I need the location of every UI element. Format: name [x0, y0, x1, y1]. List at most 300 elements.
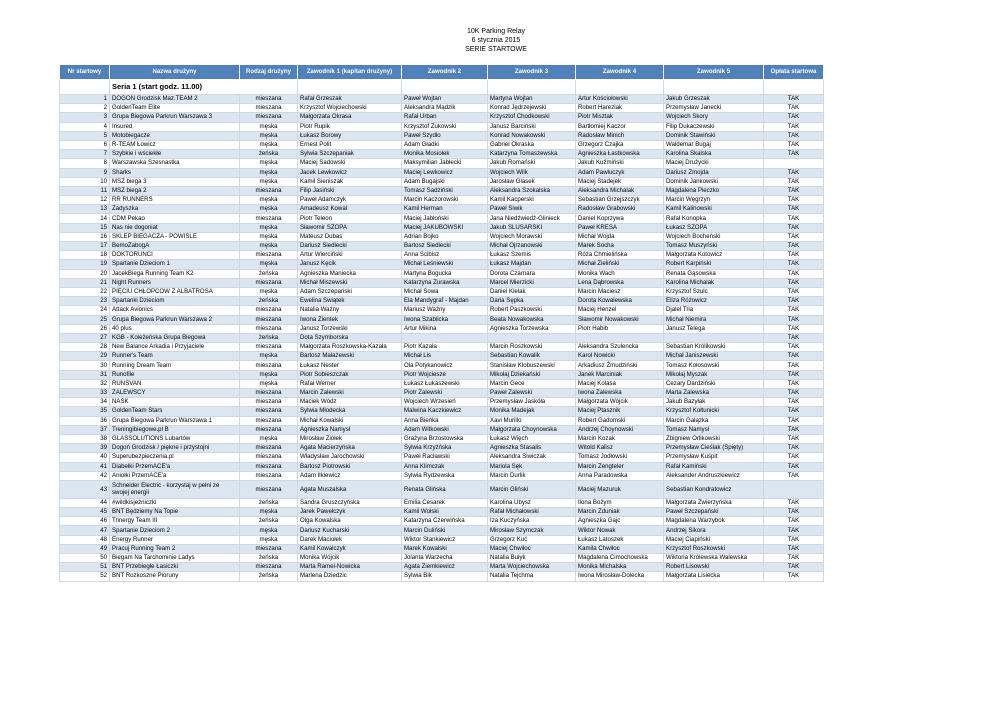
- team-name-cell: Pracuj Running Team 2: [110, 544, 240, 553]
- runner-1-cell: Michał Kowalski: [298, 416, 402, 425]
- team-number-cell: 15: [60, 223, 110, 232]
- fee-paid-cell: TAK: [764, 315, 824, 324]
- fee-paid-cell: TAK: [764, 168, 824, 177]
- runner-5-cell: Andrzej Sikora: [664, 526, 764, 535]
- runner-4-cell: Arkadiusz Żmudziński: [576, 361, 664, 370]
- runner-2-cell: Anna Bieńka: [402, 416, 488, 425]
- runner-4-cell: Karol Nowicki: [576, 352, 664, 361]
- runner-5-cell: Jakub Bazyłak: [664, 398, 764, 407]
- table-row: [60, 425, 824, 434]
- runner-5-cell: Przemysław Kuśpit: [664, 453, 764, 462]
- column-header: Zawodnik 4: [576, 65, 664, 80]
- runner-3-cell: Marta Wojciechowska: [488, 563, 576, 572]
- runner-2-cell: Malwina Kaczkiewicz: [402, 407, 488, 416]
- team-name-cell: GoldenTeam Stars: [110, 407, 240, 416]
- fee-paid-cell: TAK: [764, 95, 824, 104]
- column-header: Zawodnik 3: [488, 65, 576, 80]
- fee-paid-cell: TAK: [764, 343, 824, 352]
- runner-3-cell: Marcin Gliński: [488, 480, 576, 498]
- runner-1-cell: Mirosław Ziółek: [298, 434, 402, 443]
- runner-1-cell: Filip Jasiński: [298, 186, 402, 195]
- team-name-cell: BNT Będziemy Na Topie: [110, 508, 240, 517]
- team-type-cell: mieszana: [240, 186, 298, 195]
- runner-1-cell: Ewelina Świątek: [298, 297, 402, 306]
- runner-5-cell: Dominik Stawiński: [664, 131, 764, 140]
- runner-5-cell: Wojciech Bocheński: [664, 232, 764, 241]
- fee-paid-cell: TAK: [764, 563, 824, 572]
- team-number-cell: 6: [60, 140, 110, 149]
- runner-4-cell: Marek Socha: [576, 242, 664, 251]
- runner-4-cell: Witold Kalisz: [576, 444, 664, 453]
- runner-5-cell: Paweł Szczepański: [664, 508, 764, 517]
- fee-paid-cell: TAK: [764, 104, 824, 113]
- team-number-cell: 44: [60, 498, 110, 507]
- runner-4-cell: Wiktor Nowak: [576, 526, 664, 535]
- fee-paid-cell: TAK: [764, 186, 824, 195]
- team-number-cell: 51: [60, 563, 110, 572]
- table-row: [60, 416, 824, 425]
- team-number-cell: 5: [60, 131, 110, 140]
- team-name-cell: MSZ biega 3: [110, 177, 240, 186]
- runner-4-cell: Marcin Zduniak: [576, 508, 664, 517]
- column-header: Zawodnik 1 (kapitan drużyny): [298, 65, 402, 80]
- runner-4-cell: Radosław Grabowski: [576, 205, 664, 214]
- team-type-cell: mieszana: [240, 407, 298, 416]
- runner-2-cell: Renata Glińska: [402, 480, 488, 498]
- team-number-cell: 36: [60, 416, 110, 425]
- runner-3-cell: Michał Ojrzanowski: [488, 242, 576, 251]
- fee-paid-cell: TAK: [764, 517, 824, 526]
- runner-4-cell: Dorota Kowalewska: [576, 297, 664, 306]
- team-name-cell: RUNSVAN: [110, 379, 240, 388]
- table-row: [60, 434, 824, 443]
- table-row: [60, 471, 824, 480]
- series-title: Seria 1 (start godz. 11.00): [110, 80, 298, 95]
- runner-2-cell: Sylwia Krzyżńska: [402, 444, 488, 453]
- team-name-cell: JacekBiega Running Team K2: [110, 269, 240, 278]
- runner-5-cell: Tomasz Muszyński: [664, 242, 764, 251]
- fee-paid-cell: [764, 480, 824, 498]
- runner-4-cell: Maciej Stadejek: [576, 177, 664, 186]
- runner-4-cell: Maciej Henzel: [576, 306, 664, 315]
- team-number-cell: 34: [60, 398, 110, 407]
- team-number-cell: 28: [60, 343, 110, 352]
- runner-5-cell: Renata Gąsowska: [664, 269, 764, 278]
- runner-4-cell: Maciej Mazuruk: [576, 480, 664, 498]
- runner-1-cell: Amadeusz Kowal: [298, 205, 402, 214]
- table-row: [60, 498, 824, 507]
- fee-paid-cell: TAK: [764, 535, 824, 544]
- team-name-cell: PIĘCIU CHŁOPCÓW Z ALBATROSA: [110, 287, 240, 296]
- team-number-cell: 14: [60, 214, 110, 223]
- fee-paid-cell: TAK: [764, 131, 824, 140]
- runner-4-cell: Łukasz Latoszek: [576, 535, 664, 544]
- team-type-cell: mieszana: [240, 251, 298, 260]
- table-row: [60, 140, 824, 149]
- table-row: [60, 168, 824, 177]
- team-number-cell: 43: [60, 480, 110, 498]
- team-type-cell: mieszana: [240, 563, 298, 572]
- fee-paid-cell: TAK: [764, 278, 824, 287]
- runner-3-cell: Konrad Jędrzejewski: [488, 104, 576, 113]
- table-row: [60, 297, 824, 306]
- team-name-cell: Sharks: [110, 168, 240, 177]
- runner-2-cell: Ela Mandygraf - Majdan: [402, 297, 488, 306]
- runner-3-cell: Martyna Wojtan: [488, 95, 576, 104]
- team-name-cell: Motobiegacze: [110, 131, 240, 140]
- fee-paid-cell: TAK: [764, 554, 824, 563]
- fee-paid-cell: TAK: [764, 196, 824, 205]
- team-name-cell: ZALEWSCY: [110, 389, 240, 398]
- table-row: [60, 398, 824, 407]
- runner-3-cell: Natalia Tejchma: [488, 572, 576, 581]
- runner-2-cell: Ola Potykanowicz: [402, 361, 488, 370]
- runner-4-cell: Artur Kościołowski: [576, 95, 664, 104]
- team-type-cell: męska: [240, 508, 298, 517]
- team-number-cell: 8: [60, 159, 110, 168]
- fee-paid-cell: TAK: [764, 214, 824, 223]
- runner-5-cell: Jakub Grzeszak: [664, 95, 764, 104]
- runner-2-cell: Anna Ścibisz: [402, 251, 488, 260]
- runner-5-cell: Magdalena Warzybok: [664, 517, 764, 526]
- runner-1-cell: Maciek Wódz: [298, 398, 402, 407]
- runner-4-cell: Ilona Bożym: [576, 498, 664, 507]
- table-row: [60, 122, 824, 131]
- team-type-cell: męska: [240, 434, 298, 443]
- runner-1-cell: Dota Szymborska: [298, 333, 402, 342]
- runner-1-cell: Jarek Pawełczyk: [298, 508, 402, 517]
- table-row: [60, 324, 824, 333]
- runner-2-cell: Piotr Zalewski: [402, 389, 488, 398]
- table-row: [60, 113, 824, 122]
- runner-3-cell: Marcin Gece: [488, 379, 576, 388]
- runner-3-cell: Natalia Bułyk: [488, 554, 576, 563]
- runner-4-cell: Aleksandra Michalak: [576, 186, 664, 195]
- team-type-cell: męska: [240, 177, 298, 186]
- team-number-cell: 50: [60, 554, 110, 563]
- team-type-cell: męska: [240, 140, 298, 149]
- table-row: [60, 352, 824, 361]
- runner-4-cell: Agnieszka Łastkowska: [576, 150, 664, 159]
- runner-1-cell: Michał Miszewski: [298, 278, 402, 287]
- runner-2-cell: Martyna Bogucka: [402, 269, 488, 278]
- runner-2-cell: Łukasz Łukaszewski: [402, 379, 488, 388]
- runner-2-cell: Katarzyna Czerwińska: [402, 517, 488, 526]
- team-type-cell: żeńska: [240, 297, 298, 306]
- runner-1-cell: Jacek Lewkowicz: [298, 168, 402, 177]
- fee-paid-cell: TAK: [764, 361, 824, 370]
- team-number-cell: 41: [60, 462, 110, 471]
- column-header: Rodzaj drużyny: [240, 65, 298, 80]
- table-row: [60, 214, 824, 223]
- runner-1-cell: Krzysztof Wojciechowski: [298, 104, 402, 113]
- runner-2-cell: Bartosz Siedlecki: [402, 242, 488, 251]
- team-name-cell: Dogoń Grodzisk / piękne i przystojni: [110, 444, 240, 453]
- runner-3-cell: Jana Niedźwiedź-Glinieck: [488, 214, 576, 223]
- runner-5-cell: Michał Janiszewski: [664, 352, 764, 361]
- runner-4-cell: Iwona Zalewska: [576, 389, 664, 398]
- team-type-cell: męska: [240, 122, 298, 131]
- runner-1-cell: Bartosz Piotrowski: [298, 462, 402, 471]
- team-number-cell: 33: [60, 389, 110, 398]
- runner-4-cell: Jakub Kuźmiński: [576, 159, 664, 168]
- team-type-cell: żeńska: [240, 554, 298, 563]
- runner-2-cell: Rafał Urban: [402, 113, 488, 122]
- runner-4-cell: Radosław Minich: [576, 131, 664, 140]
- runner-1-cell: Dariusz Kucharski: [298, 526, 402, 535]
- runner-1-cell: Sylwia Młodecka: [298, 407, 402, 416]
- table-row: [60, 150, 824, 159]
- runner-2-cell: Wojciech Wrzesień: [402, 398, 488, 407]
- runner-2-cell: Iwona Szablicka: [402, 315, 488, 324]
- fee-paid-cell: TAK: [764, 223, 824, 232]
- runner-5-cell: Maciej Ciapiński: [664, 535, 764, 544]
- runner-1-cell: Adam Ilkiewicz: [298, 471, 402, 480]
- runner-1-cell: Kamil Sieniszak: [298, 177, 402, 186]
- runner-1-cell: Natalia Ważny: [298, 306, 402, 315]
- runner-5-cell: Krzysztof Szulc: [664, 287, 764, 296]
- runner-1-cell: Mateusz Dubas: [298, 232, 402, 241]
- team-number-cell: 47: [60, 526, 110, 535]
- fee-paid-cell: TAK: [764, 251, 824, 260]
- runner-4-cell: Monika Wach: [576, 269, 664, 278]
- runner-2-cell: Marcin Kaczorowski: [402, 196, 488, 205]
- table-row: [60, 526, 824, 535]
- team-name-cell: Spartanie Dzieciom 1: [110, 260, 240, 269]
- table-row: [60, 333, 824, 342]
- runner-5-cell: Michał Niemira: [664, 315, 764, 324]
- runner-5-cell: Robert Karpiński: [664, 260, 764, 269]
- fee-paid-cell: TAK: [764, 269, 824, 278]
- runner-5-cell: Małgorzata Lisiecka: [664, 572, 764, 581]
- runner-3-cell: Kamil Kacperski: [488, 196, 576, 205]
- runner-1-cell: Adam Szczepański: [298, 287, 402, 296]
- runner-3-cell: [488, 333, 576, 342]
- runner-4-cell: Michał Wojda: [576, 232, 664, 241]
- team-type-cell: męska: [240, 205, 298, 214]
- runner-5-cell: Krzysztof Roszkowski: [664, 544, 764, 553]
- table-row: [60, 407, 824, 416]
- runner-1-cell: Ernest Polit: [298, 140, 402, 149]
- team-name-cell: Spartanie Dzieciom 2: [110, 526, 240, 535]
- team-type-cell: mieszana: [240, 104, 298, 113]
- team-name-cell: Diabełki PrzemACE'a: [110, 462, 240, 471]
- table-row: [60, 260, 824, 269]
- runner-4-cell: Magdalena Cimochowska: [576, 554, 664, 563]
- team-name-cell: #wildkisjeżniczki: [110, 498, 240, 507]
- runner-3-cell: Jakub ŚLUSARSKI: [488, 223, 576, 232]
- runner-2-cell: Paweł Racławski: [402, 453, 488, 462]
- team-type-cell: mieszana: [240, 315, 298, 324]
- team-name-cell: Grupa Biegowa Parkrun Warszawa 2: [110, 315, 240, 324]
- runner-5-cell: Przemysław Janecki: [664, 104, 764, 113]
- team-type-cell: męska: [240, 242, 298, 251]
- team-number-cell: 18: [60, 251, 110, 260]
- team-number-cell: 10: [60, 177, 110, 186]
- runner-3-cell: Maciej Chwiłoc: [488, 544, 576, 553]
- team-name-cell: MSZ biega 2: [110, 186, 240, 195]
- fee-paid-cell: TAK: [764, 389, 824, 398]
- runner-3-cell: Monika Madejak: [488, 407, 576, 416]
- team-type-cell: żeńska: [240, 498, 298, 507]
- runner-5-cell: Rafał Konopka: [664, 214, 764, 223]
- event-date: 6 stycznia 2015: [471, 37, 521, 44]
- team-number-cell: 31: [60, 370, 110, 379]
- fee-paid-cell: TAK: [764, 444, 824, 453]
- team-name-cell: 40 plus: [110, 324, 240, 333]
- runner-5-cell: Waldemar Bugaj: [664, 140, 764, 149]
- column-header: Opłata startowa: [764, 65, 824, 80]
- team-type-cell: mieszana: [240, 278, 298, 287]
- runner-3-cell: Marcel Mierzicki: [488, 278, 576, 287]
- fee-paid-cell: TAK: [764, 508, 824, 517]
- runner-1-cell: Rafał Grzeszak: [298, 95, 402, 104]
- fee-paid-cell: TAK: [764, 416, 824, 425]
- runner-3-cell: Xavi Murillo: [488, 416, 576, 425]
- fee-paid-cell: TAK: [764, 425, 824, 434]
- column-header: Zawodnik 2: [402, 65, 488, 80]
- runner-2-cell: Adam Bugajski: [402, 177, 488, 186]
- team-number-cell: 12: [60, 196, 110, 205]
- runner-2-cell: Kamil Wołski: [402, 508, 488, 517]
- table-row: [60, 177, 824, 186]
- team-number-cell: 27: [60, 333, 110, 342]
- runner-3-cell: Rafał Michałowski: [488, 508, 576, 517]
- runner-5-cell: Rafał Kamiński: [664, 462, 764, 471]
- runner-5-cell: Eliza Różowicz: [664, 297, 764, 306]
- runner-2-cell: Adam Witkowski: [402, 425, 488, 434]
- runner-5-cell: Dominik Jankowski: [664, 177, 764, 186]
- team-name-cell: RR RUNNERS: [110, 196, 240, 205]
- runner-1-cell: Piotr Teleon: [298, 214, 402, 223]
- runner-1-cell: Janusz Torzewski: [298, 324, 402, 333]
- runner-2-cell: Katarzyna Żurawska: [402, 278, 488, 287]
- team-name-cell: BNT Rozkoszne Pioruny: [110, 572, 240, 581]
- team-name-cell: Trinergy Team III: [110, 517, 240, 526]
- table-row: [60, 223, 824, 232]
- team-type-cell: męska: [240, 223, 298, 232]
- runner-2-cell: Tomasz Sadziński: [402, 186, 488, 195]
- team-type-cell: mieszana: [240, 398, 298, 407]
- runner-5-cell: Małgorzata Kotowicz: [664, 251, 764, 260]
- runner-5-cell: Maciej Drużycki: [664, 159, 764, 168]
- runner-4-cell: [576, 333, 664, 342]
- table-row: [60, 535, 824, 544]
- team-type-cell: żeńska: [240, 269, 298, 278]
- team-type-cell: mieszana: [240, 480, 298, 498]
- runner-1-cell: Sylwia Szczepaniak: [298, 150, 402, 159]
- team-number-cell: 26: [60, 324, 110, 333]
- team-type-cell: męska: [240, 159, 298, 168]
- team-type-cell: mieszana: [240, 324, 298, 333]
- runner-4-cell: Paweł KRESA: [576, 223, 664, 232]
- event-title: 10K Parking Relay: [467, 28, 525, 35]
- runner-3-cell: Mirosław Szymczak: [488, 526, 576, 535]
- runner-5-cell: Kamil Kalinowski: [664, 205, 764, 214]
- team-number-cell: 3: [60, 113, 110, 122]
- fee-paid-cell: TAK: [764, 242, 824, 251]
- runner-2-cell: Maciej Lewkowicz: [402, 168, 488, 177]
- team-name-cell: Night Runners: [110, 278, 240, 287]
- runner-2-cell: Marcin Duliński: [402, 526, 488, 535]
- runner-1-cell: Monika Wójcik: [298, 554, 402, 563]
- runner-3-cell: Paweł Siwik: [488, 205, 576, 214]
- team-name-cell: BNT Przebiegłe Łasiczki: [110, 563, 240, 572]
- table-row: [60, 563, 824, 572]
- runner-1-cell: Agnieszka Maniecka: [298, 269, 402, 278]
- fee-paid-cell: TAK: [764, 113, 824, 122]
- runner-4-cell: Andrzej Choynowski: [576, 425, 664, 434]
- team-number-cell: 37: [60, 425, 110, 434]
- runner-2-cell: [402, 333, 488, 342]
- runner-2-cell: Adrian Bojko: [402, 232, 488, 241]
- runner-4-cell: Maciej Kolasa: [576, 379, 664, 388]
- team-name-cell: CDM Pekao: [110, 214, 240, 223]
- team-name-cell: Grupa Biegowa Parkrun Warszawa 3: [110, 113, 240, 122]
- team-name-cell: GLASSOLUTIONS Lubartów: [110, 434, 240, 443]
- runner-2-cell: Monika Mosiołek: [402, 150, 488, 159]
- runner-1-cell: Rafał Werner: [298, 379, 402, 388]
- table-row: [60, 205, 824, 214]
- fee-paid-cell: TAK: [764, 232, 824, 241]
- runner-5-cell: [664, 333, 764, 342]
- runner-5-cell: Robert Lisowski: [664, 563, 764, 572]
- runner-4-cell: Maciej Ptasznik: [576, 407, 664, 416]
- team-name-cell: Grupa Biegowa Parkrun Warszawa 1: [110, 416, 240, 425]
- table-row: [60, 186, 824, 195]
- column-header: Nazwa drużyny: [110, 65, 240, 80]
- runner-5-cell: Łukasz SZOPA: [664, 223, 764, 232]
- table-row: [60, 287, 824, 296]
- table-row: [60, 517, 824, 526]
- team-type-cell: mieszana: [240, 343, 298, 352]
- team-number-cell: 2: [60, 104, 110, 113]
- team-number-cell: 29: [60, 352, 110, 361]
- team-name-cell: Attack Avionics: [110, 306, 240, 315]
- runner-4-cell: Anna Paradowska: [576, 471, 664, 480]
- team-type-cell: mieszana: [240, 306, 298, 315]
- runner-1-cell: Łukasz Borowy: [298, 131, 402, 140]
- runner-3-cell: Dorota Czarnara: [488, 269, 576, 278]
- runner-2-cell: Maciej JAKUBOWSKI: [402, 223, 488, 232]
- runner-3-cell: Daniel Kielak: [488, 287, 576, 296]
- team-name-cell: Runofile: [110, 370, 240, 379]
- runner-2-cell: Mariusz Ważny: [402, 306, 488, 315]
- team-name-cell: NASK: [110, 398, 240, 407]
- fee-paid-cell: TAK: [764, 471, 824, 480]
- team-name-cell: Spartanki Dzieciom: [110, 297, 240, 306]
- team-number-cell: 35: [60, 407, 110, 416]
- runner-4-cell: Marcin Żengteler: [576, 462, 664, 471]
- team-number-cell: 13: [60, 205, 110, 214]
- team-type-cell: męska: [240, 526, 298, 535]
- table-row: [60, 572, 824, 581]
- table-row: [60, 196, 824, 205]
- table-row: [60, 315, 824, 324]
- runner-4-cell: Janek Marciniak: [576, 370, 664, 379]
- runner-3-cell: Janusz Barciński: [488, 122, 576, 131]
- runner-1-cell: Marta Ramel-Nowicka: [298, 563, 402, 572]
- team-type-cell: mieszana: [240, 544, 298, 553]
- table-row: [60, 343, 824, 352]
- team-number-cell: 23: [60, 297, 110, 306]
- runner-5-cell: Cezary Dardziński: [664, 379, 764, 388]
- runner-2-cell: Piotr Kazała: [402, 343, 488, 352]
- table-row: [60, 269, 824, 278]
- team-name-cell: Biegam Na Tarchominie Ladys: [110, 554, 240, 563]
- runner-3-cell: Robert Paszkowski: [488, 306, 576, 315]
- runner-4-cell: Michał Zieliński: [576, 260, 664, 269]
